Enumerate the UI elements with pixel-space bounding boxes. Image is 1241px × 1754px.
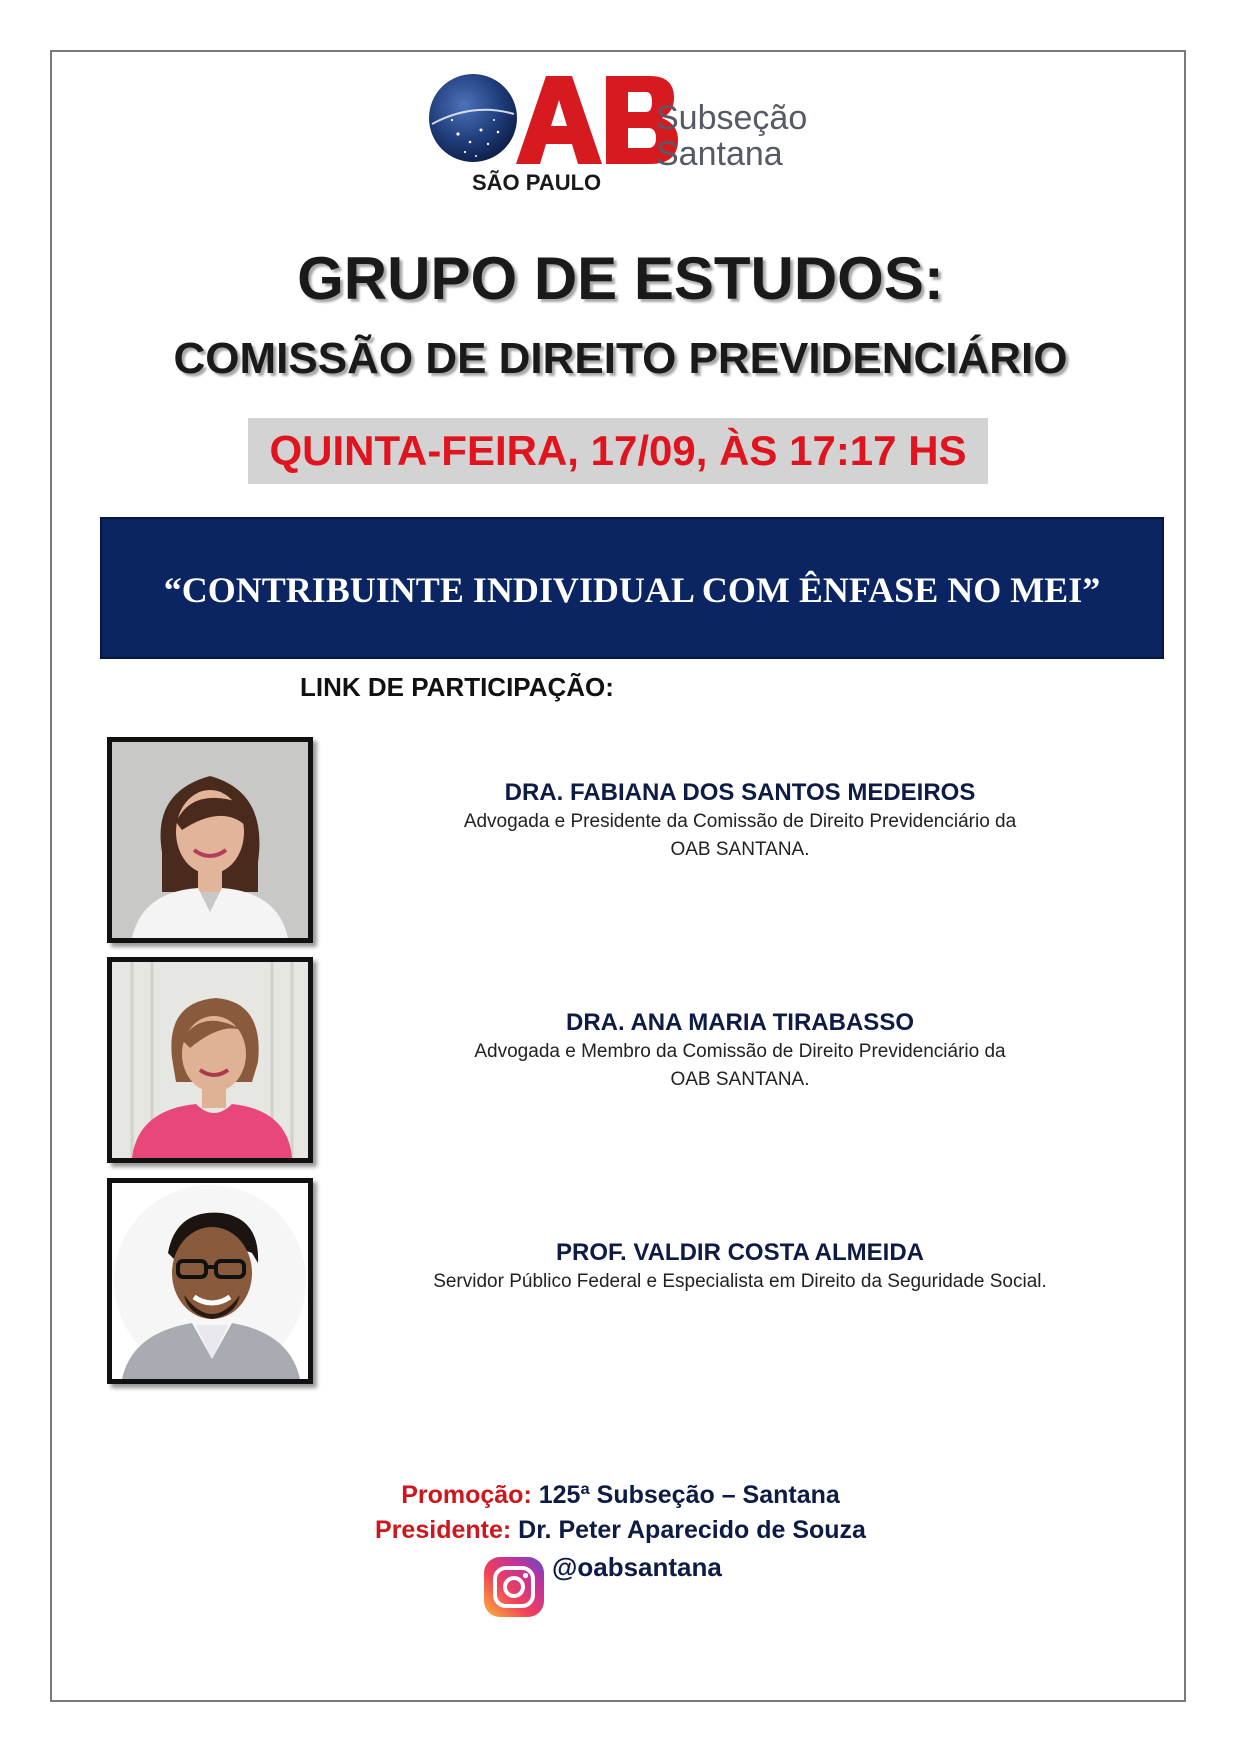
speaker-photo-2 [107,957,313,1163]
instagram-icon[interactable] [483,1556,545,1618]
logo-subsection-line2: Santana [656,135,783,173]
speaker-portrait-3 [112,1183,308,1379]
speaker-role-line: Advogada e Presidente da Comissão de Direito Previdenciário da [463,811,1017,832]
speaker-photo-3 [107,1178,313,1384]
logo-subsection [656,100,807,172]
speaker-role-line: Advogada e Membro da Comissão de Direito Previdenciário da [474,1041,1006,1062]
speaker-name: DRA. ANA MARIA TIRABASSO [566,1009,914,1036]
speaker-role-line: OAB SANTANA. [670,839,810,860]
event-date: QUINTA-FEIRA, 17/09, ÀS 17:17 HS [248,418,988,484]
page-subtitle: COMISSÃO DE DIREITO PREVIDENCIÁRIO [173,334,1068,383]
promotion-value: 125ª Subseção – Santana [538,1481,840,1509]
footer-president [0,1513,1241,1547]
speaker-3 [360,1238,1120,1296]
topic-banner: “CONTRIBUINTE INDIVIDUAL COM ÊNFASE NO MEI” [100,517,1164,659]
speaker-2 [360,1008,1120,1094]
president-label: Presidente: [375,1516,512,1544]
speaker-role-line: OAB SANTANA. [670,1069,810,1090]
speaker-portrait-1 [112,742,308,938]
footer-promotion [0,1478,1241,1512]
speaker-photo-1 [107,737,313,943]
speaker-portrait-2 [112,962,308,1158]
participation-link-label[interactable]: LINK DE PARTICIPAÇÃO: [300,672,614,702]
speaker-name: DRA. FABIANA DOS SANTOS MEDEIROS [504,779,976,806]
promotion-label: Promoção: [401,1481,532,1509]
president-value: Dr. Peter Aparecido de Souza [518,1516,866,1544]
speaker-role-line: Servidor Público Federal e Especialista em Direito da Seguridade Social. [433,1271,1047,1292]
logo-subsection-line1: Subseção [656,99,808,137]
oab-logo [418,72,828,195]
speaker-1 [360,778,1120,864]
page-title: GRUPO DE ESTUDOS: [297,245,944,312]
speaker-name: PROF. VALDIR COSTA ALMEIDA [556,1239,924,1266]
instagram-handle[interactable]: @oabsantana [552,1552,722,1582]
logo-state-text: SÃO PAULO [472,170,602,195]
